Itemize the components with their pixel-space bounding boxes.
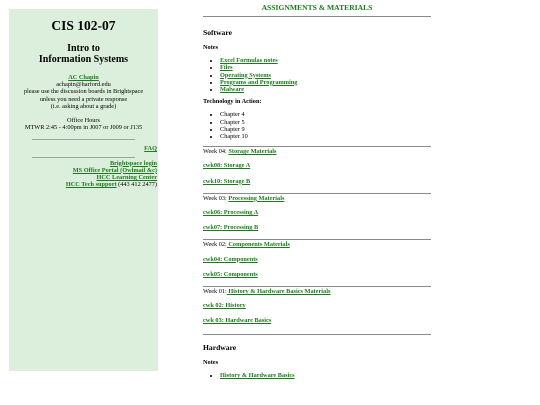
cwk10-link[interactable]: cwk10: Storage B [203, 177, 251, 185]
week-label: Week 03: [203, 194, 229, 202]
week-04-materials-link[interactable]: Storage Materials [228, 148, 277, 156]
list-item: • Chapter 4 [220, 111, 431, 118]
learning-center-link[interactable]: HCC Learning Center [96, 174, 157, 182]
list-item [220, 79, 431, 86]
section-divider [203, 193, 431, 194]
list-item: • Chapter 9 [220, 126, 431, 133]
office-hours-label: Office Hours [67, 117, 100, 125]
instructor-email: achapin@harford.edu [56, 81, 111, 89]
cwk05-link[interactable]: cwk05: Components [203, 270, 258, 278]
office-hours-value: MTWR 2:45 - 4:00pm in J007 or J009 or J135 [24, 124, 143, 132]
page-title: ASSIGNMENTS & MATERIALS [261, 3, 373, 12]
hardware-heading: Hardware [203, 342, 237, 352]
sidebar-divider [32, 157, 135, 158]
week-label: Week 02: [203, 241, 227, 249]
operating-systems-link[interactable]: Operating Systems [220, 71, 271, 79]
tech-support-link[interactable]: HCC Tech support [65, 181, 117, 189]
list-item [220, 372, 431, 379]
excel-formulas-notes-link[interactable]: Excel Formulas notes [220, 57, 278, 65]
list-item: • Chapter 10 [220, 133, 431, 140]
week-04-header [203, 148, 431, 155]
files-link[interactable]: Files [220, 64, 233, 72]
chapters-list [203, 111, 431, 140]
cwk07-link[interactable]: cwk07: Processing B [203, 224, 259, 232]
ms-office-portal-link[interactable]: MS Office Portal (Owlmail &c) [72, 166, 157, 174]
software-notes-list [203, 57, 431, 93]
course-title [9, 43, 158, 65]
instructor-name-link[interactable]: AC Chapin [68, 74, 99, 81]
week-01-header [203, 288, 431, 295]
history-hardware-basics-link[interactable]: History & Hardware Basics [220, 371, 295, 379]
contact-note-line3: (i.e. asking about a grade) [50, 102, 117, 110]
software-notes-label: Notes [203, 44, 219, 51]
instructor-block [9, 74, 158, 110]
course-title-line1: Intro to [67, 43, 100, 54]
week-03-materials-link[interactable]: Processing Materials [228, 194, 285, 202]
section-divider [203, 239, 431, 240]
section-divider [203, 334, 431, 335]
week-label: Week 01: [203, 288, 227, 296]
brightspace-login-link[interactable]: Brightspace login [109, 159, 157, 167]
office-hours-block [9, 117, 158, 131]
section-divider [203, 286, 431, 287]
cwk06-link[interactable]: cwk06: Processing A [203, 209, 259, 217]
cwk08-link[interactable]: cwk08: Storage A [203, 162, 251, 170]
programs-and-programming-link[interactable]: Programs and Programming [220, 78, 298, 86]
cwk02-link[interactable]: cwk 02: History [203, 302, 246, 310]
course-code: CIS 102-07 [51, 18, 116, 33]
course-title-line2: Information Systems [38, 54, 129, 65]
technology-in-action-label: Technology in Action: [203, 98, 262, 106]
week-03-header [203, 195, 431, 202]
assignments-main [203, 3, 431, 379]
sidebar-divider [32, 139, 135, 140]
week-02-header [203, 241, 431, 248]
hardware-notes-label: Notes [203, 358, 219, 366]
week-01-materials-link[interactable]: History & Hardware Basics Materials [226, 288, 331, 296]
list-item [220, 72, 431, 79]
cwk04-link[interactable]: cwk04: Components [203, 255, 258, 263]
week-label: Week 04: [203, 148, 229, 156]
list-item [220, 86, 431, 93]
malware-link[interactable]: Malware [220, 86, 245, 94]
quick-links [9, 160, 158, 189]
week-02-materials-link[interactable]: Components Materials [226, 241, 290, 249]
list-item [220, 64, 431, 71]
contact-note-line1: please use the discussion boards in Brightspace [23, 88, 144, 96]
cwk03-link[interactable]: cwk 03: Hardware Basics [203, 317, 272, 325]
hardware-notes-list [203, 372, 431, 379]
list-item [220, 57, 431, 64]
software-heading: Software [203, 28, 232, 37]
tech-support-phone: (443 412 2477) [116, 181, 157, 189]
course-info-sidebar [9, 9, 158, 371]
section-divider [203, 16, 431, 17]
faq-link[interactable]: FAQ [144, 145, 157, 153]
section-divider [203, 146, 431, 147]
contact-note-line2: unless you need a private response [39, 95, 128, 103]
list-item: • Chapter 5 [220, 119, 431, 126]
